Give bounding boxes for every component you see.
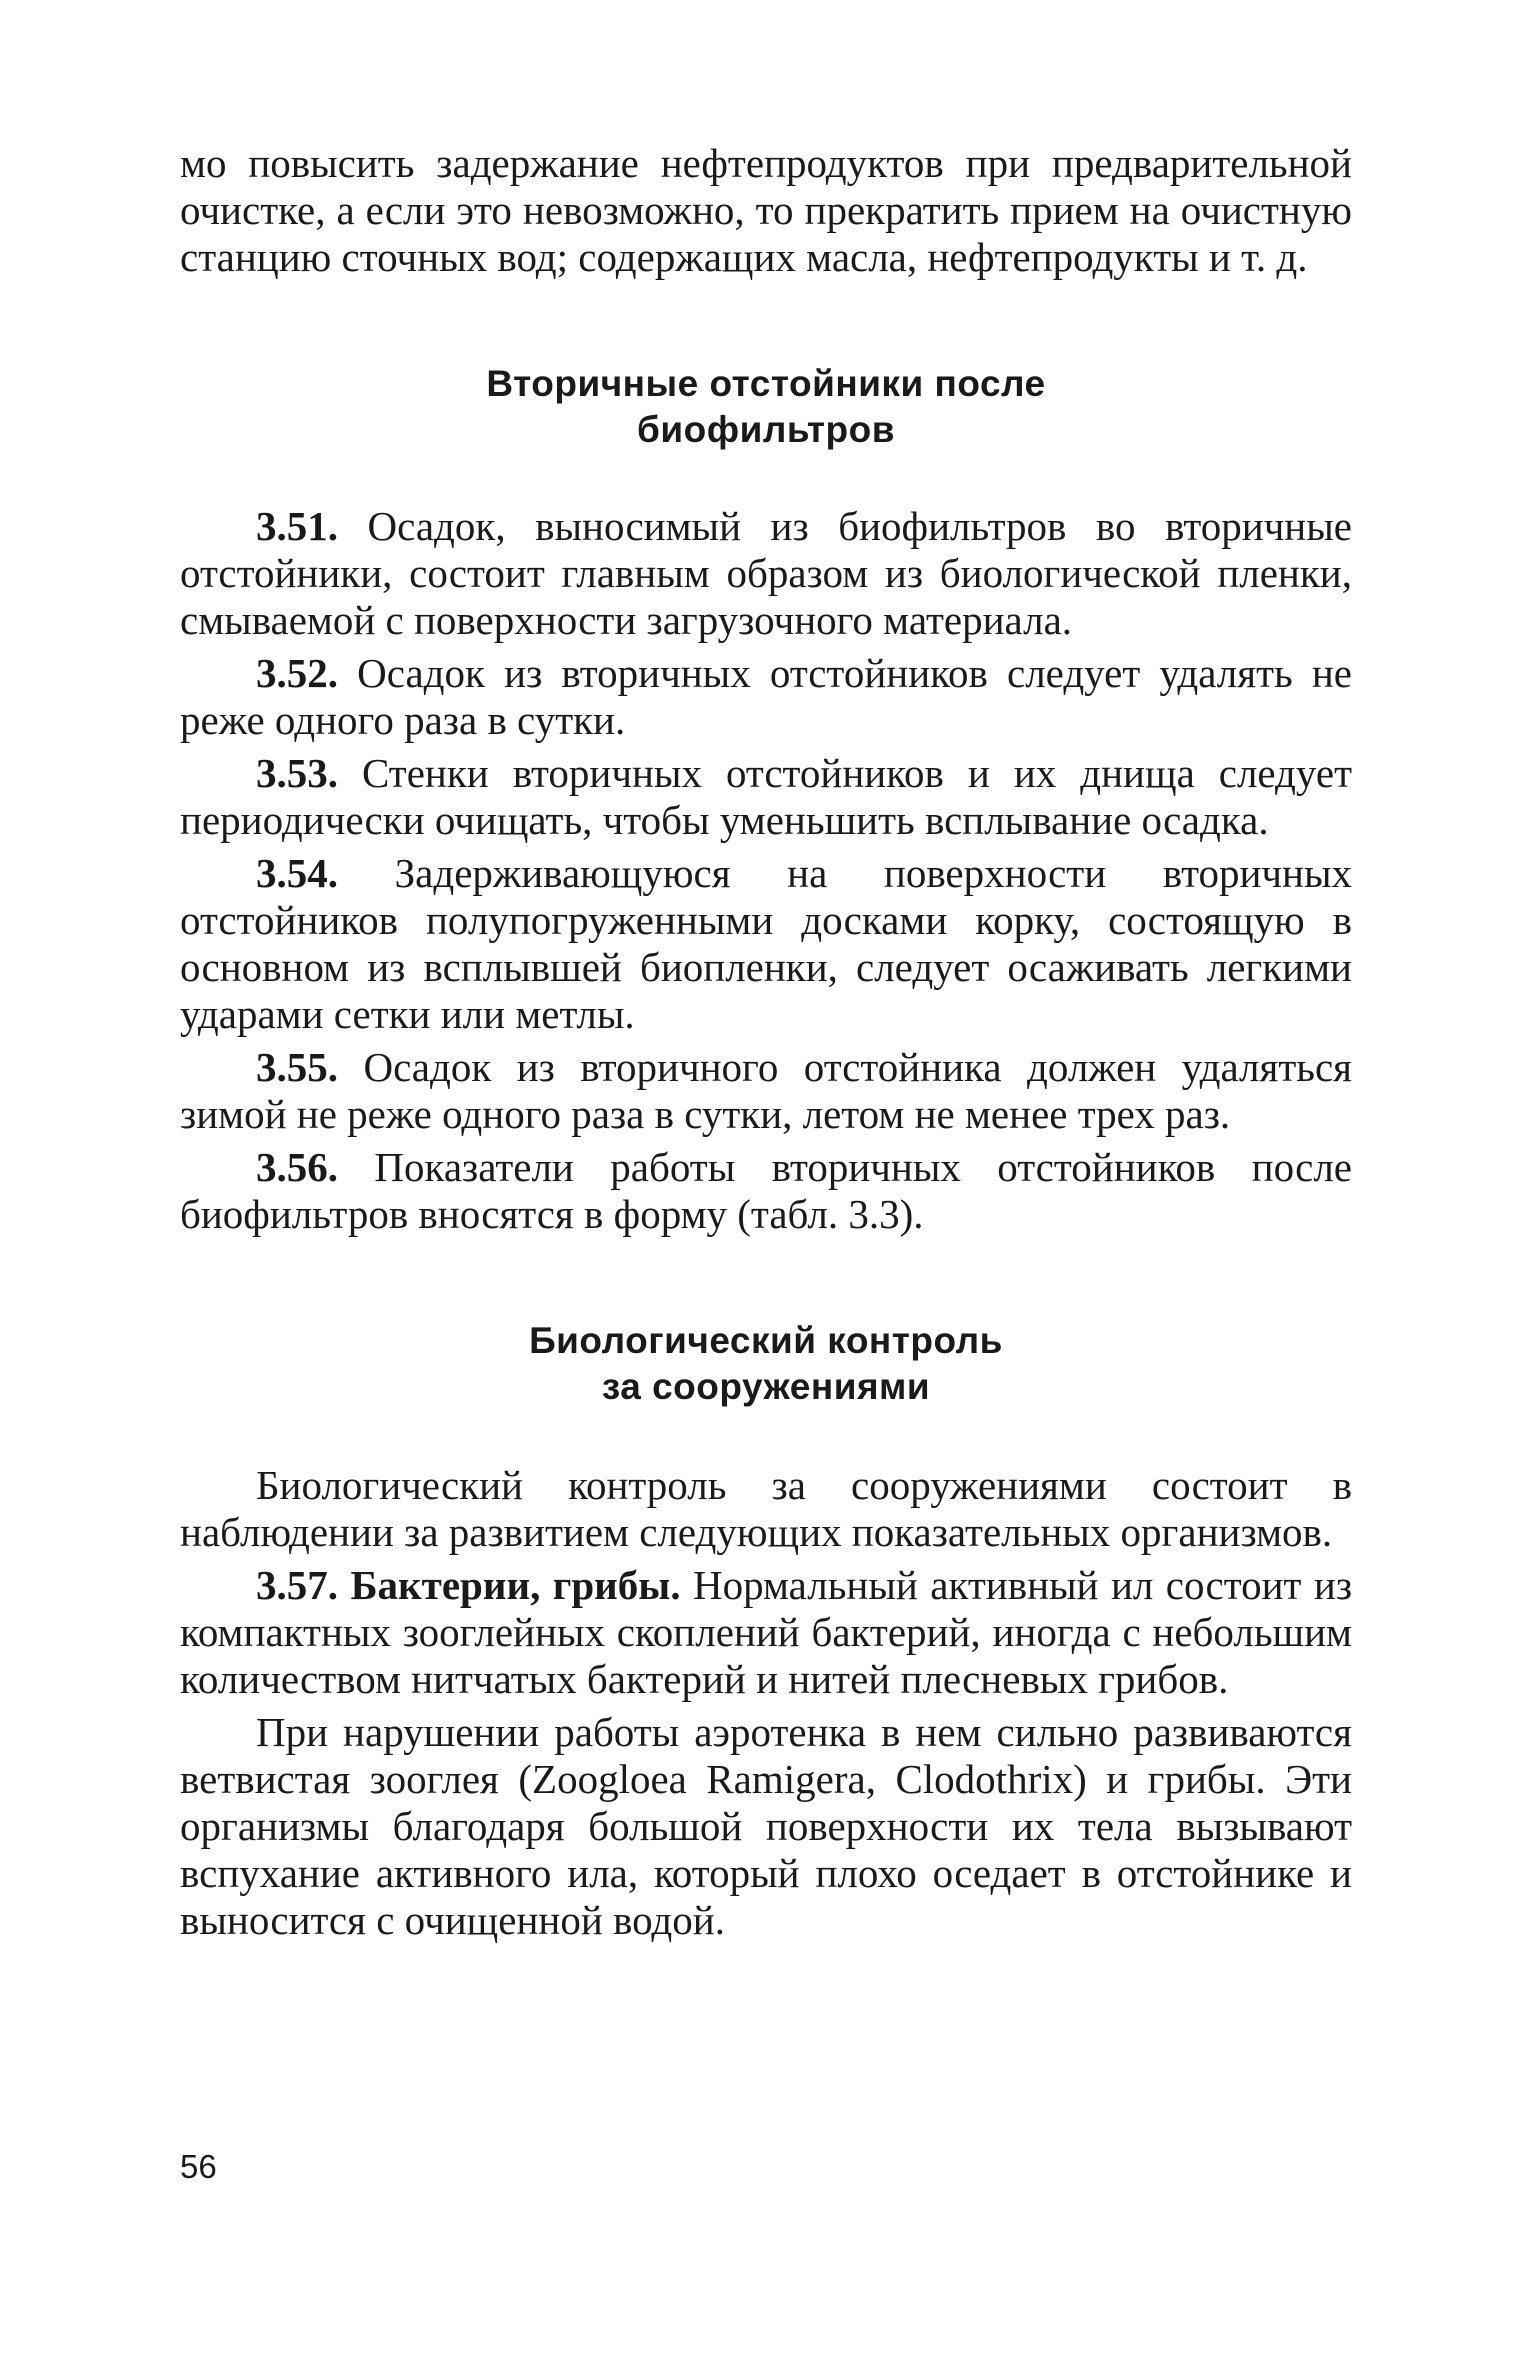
clause-3-55 (180, 1044, 1352, 1138)
clause-text: Стенки вторичных отстойников и их днища следует периодически очищать, чтобы уменьшить всплывание осадка. (180, 750, 1352, 843)
clause-3-57 (180, 1562, 1352, 1703)
clause-3-56 (180, 1144, 1352, 1238)
clause-number: 3.57. (256, 1562, 338, 1608)
section-title-line: биофильтров (637, 409, 895, 450)
closing-paragraph: При нарушении работы аэротенка в нем сильно развиваются ветвистая зооглея (Zoogloea Ramigera, Clodothrix) и грибы. Эти организмы благодаря большой поверхности их тела вызывают вспухание активного ила, который плохо оседает в отстойнике и выносится с очищенной водой. (180, 1709, 1352, 1943)
clause-3-52 (180, 650, 1352, 744)
section-title-secondary-clarifiers (180, 361, 1352, 453)
section-title-biological-control (180, 1318, 1352, 1410)
biological-control-intro: Биологический контроль за сооружениями состоит в наблюдении за развитием следующих показательных организмов. (180, 1462, 1352, 1555)
clause-number: 3.53. (256, 750, 338, 796)
page-number: 56 (180, 2148, 217, 2185)
clause-text: Показатели работы вторичных отстойников после биофильтров вносятся в форму (табл. 3.3). (180, 1144, 1352, 1237)
clause-text: Осадок из вторичных отстойников следует удалять не реже одного раза в сутки. (180, 650, 1352, 743)
section-title-line: Биологический контроль (529, 1320, 1003, 1361)
section-title-line: Вторичные отстойники после (486, 363, 1046, 404)
intro-paragraph: мо повысить задержание нефтепродуктов при предварительной очистке, а если это невозможно, то прекратить прием на очистную станцию сточных вод; содержащих масла, нефтепродукты и т. д. (180, 140, 1352, 280)
clause-3-54 (180, 850, 1352, 1038)
clause-3-51 (180, 503, 1352, 644)
clause-number: 3.52. (256, 650, 338, 696)
clause-number: 3.51. (256, 503, 338, 549)
clause-text: Задерживающуюся на поверхности вторичных отстойников полупогруженными досками корку, состоящую в основном из всплывшей биопленки, следует осаживать легкими ударами сетки или метлы. (180, 850, 1352, 1037)
clause-number: 3.56. (256, 1144, 338, 1190)
clause-3-53 (180, 750, 1352, 844)
clause-number: 3.55. (256, 1044, 338, 1090)
section-title-line: за сооружениями (601, 1366, 931, 1407)
clause-text: Нормальный активный ил состоит из компактных зооглейных скоплений бактерий, иногда с небольшим количеством нитчатых бактерий и нитей плесневых грибов. (180, 1562, 1353, 1702)
clause-heading: Бактерии, грибы. (350, 1562, 681, 1608)
clause-number: 3.54. (256, 850, 338, 896)
clause-text: Осадок, выносимый из биофильтров во вторичные отстойники, состоит главным образом из биологической пленки, смываемой с поверхности загрузочного материала. (180, 503, 1352, 643)
clause-text: Осадок из вторичного отстойника должен удаляться зимой не реже одного раза в сутки, летом не менее трех раз. (180, 1044, 1353, 1137)
page-body (180, 140, 1352, 1944)
